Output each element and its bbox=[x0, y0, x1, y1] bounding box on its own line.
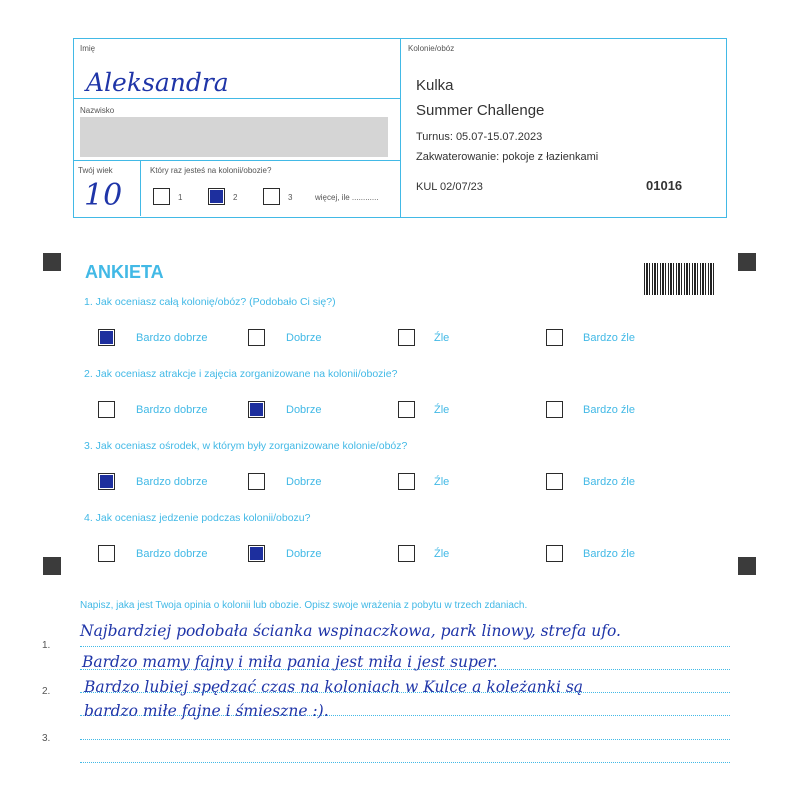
wiecej-label: więcej, ile ............ bbox=[315, 193, 379, 202]
divider bbox=[140, 160, 141, 216]
ktory-raz-checkbox-2[interactable] bbox=[208, 188, 225, 205]
question-1-checkbox-1[interactable] bbox=[98, 329, 115, 346]
ktory-raz-option-3: 3 bbox=[288, 193, 293, 202]
wiek-value: 10 bbox=[84, 178, 123, 213]
question-2-option-label: Dobrze bbox=[286, 404, 322, 416]
question-2-checkbox-4[interactable] bbox=[546, 401, 563, 418]
ktory-raz-label: Który raz jesteś na kolonii/obozie? bbox=[150, 166, 272, 175]
ktory-raz-option-1: 1 bbox=[178, 193, 183, 202]
question-1-checkbox-2[interactable] bbox=[248, 329, 265, 346]
kolonie-subtitle: Summer Challenge bbox=[416, 102, 545, 119]
question-3-checkbox-1[interactable] bbox=[98, 473, 115, 490]
line-number-2: 2. bbox=[42, 686, 51, 697]
question-4-option-label: Dobrze bbox=[286, 548, 322, 560]
kolonie-label: Kolonie/obóz bbox=[408, 44, 455, 53]
imie-label: Imię bbox=[80, 44, 96, 53]
question-2-option-label: Bardzo źle bbox=[583, 404, 635, 416]
question-2-text: 2. Jak oceniasz atrakcje i zajęcia zorganizowane na kolonii/obozie? bbox=[84, 368, 398, 380]
imie-value: Aleksandra bbox=[86, 68, 229, 97]
question-1-option-label: Dobrze bbox=[286, 332, 322, 344]
divider bbox=[73, 98, 400, 99]
question-1-checkbox-4[interactable] bbox=[546, 329, 563, 346]
ktory-raz-option-2: 2 bbox=[233, 193, 238, 202]
registration-marker bbox=[738, 253, 756, 271]
wiek-label: Twój wiek bbox=[78, 166, 113, 175]
question-4-option-label: Źle bbox=[434, 548, 450, 560]
question-3-option-label: Bardzo dobrze bbox=[136, 476, 208, 488]
answer-line bbox=[80, 646, 730, 647]
nazwisko-label: Nazwisko bbox=[80, 106, 115, 115]
question-2-checkbox-1[interactable] bbox=[98, 401, 115, 418]
answer-line bbox=[80, 762, 730, 763]
handwritten-line-3: Bardzo lubiej spędzać czas na koloniach w Kulce a koleżanki są bbox=[84, 678, 584, 696]
barcode bbox=[644, 263, 714, 295]
handwritten-line-2: Bardzo mamy fajny i miła pania jest miła i jest super. bbox=[82, 653, 498, 671]
question-4-checkbox-1[interactable] bbox=[98, 545, 115, 562]
opinion-prompt: Napisz, jaka jest Twoja opinia o kolonii lub obozie. Opisz swoje wrażenia z pobytu w trzech zdaniach. bbox=[80, 600, 528, 611]
kolonie-name: Kulka bbox=[416, 77, 454, 94]
line-number-1: 1. bbox=[42, 640, 51, 651]
question-3-option-label: Źle bbox=[434, 476, 450, 488]
question-1-option-label: Bardzo dobrze bbox=[136, 332, 208, 344]
question-3-option-label: Dobrze bbox=[286, 476, 322, 488]
question-1-text: 1. Jak oceniasz całą kolonię/obóz? (Podobało Ci się?) bbox=[84, 296, 336, 308]
question-4-text: 4. Jak oceniasz jedzenie podczas kolonii/obozu? bbox=[84, 512, 311, 524]
registration-marker bbox=[738, 557, 756, 575]
question-2-option-label: Bardzo dobrze bbox=[136, 404, 208, 416]
question-1-option-label: Bardzo źle bbox=[583, 332, 635, 344]
line-number-3: 3. bbox=[42, 733, 51, 744]
ktory-raz-checkbox-1[interactable] bbox=[153, 188, 170, 205]
zakwaterowanie: Zakwaterowanie: pokoje z łazienkami bbox=[416, 151, 599, 163]
handwritten-line-4: bardzo miłe fajne i śmieszne :). bbox=[84, 702, 329, 720]
question-3-checkbox-2[interactable] bbox=[248, 473, 265, 490]
form-number: 01016 bbox=[646, 178, 683, 193]
answer-line bbox=[80, 739, 730, 740]
question-4-checkbox-4[interactable] bbox=[546, 545, 563, 562]
code: KUL 02/07/23 bbox=[416, 181, 483, 193]
registration-marker bbox=[43, 557, 61, 575]
question-3-checkbox-4[interactable] bbox=[546, 473, 563, 490]
question-3-text: 3. Jak oceniasz ośrodek, w którym były zorganizowane kolonie/obóz? bbox=[84, 440, 408, 452]
turnus: Turnus: 05.07-15.07.2023 bbox=[416, 131, 543, 143]
ktory-raz-checkbox-3[interactable] bbox=[263, 188, 280, 205]
question-1-checkbox-3[interactable] bbox=[398, 329, 415, 346]
question-2-checkbox-2[interactable] bbox=[248, 401, 265, 418]
divider bbox=[73, 160, 400, 161]
question-4-option-label: Bardzo źle bbox=[583, 548, 635, 560]
question-4-checkbox-3[interactable] bbox=[398, 545, 415, 562]
question-1-option-label: Źle bbox=[434, 332, 450, 344]
question-4-checkbox-2[interactable] bbox=[248, 545, 265, 562]
question-2-checkbox-3[interactable] bbox=[398, 401, 415, 418]
handwritten-line-1: Najbardziej podobała ścianka wspinaczkowa, park linowy, strefa ufo. bbox=[80, 622, 621, 640]
registration-marker bbox=[43, 253, 61, 271]
question-4-option-label: Bardzo dobrze bbox=[136, 548, 208, 560]
question-3-option-label: Bardzo źle bbox=[583, 476, 635, 488]
nazwisko-redacted bbox=[80, 117, 388, 157]
survey-title: ANKIETA bbox=[85, 262, 164, 282]
question-3-checkbox-3[interactable] bbox=[398, 473, 415, 490]
question-2-option-label: Źle bbox=[434, 404, 450, 416]
